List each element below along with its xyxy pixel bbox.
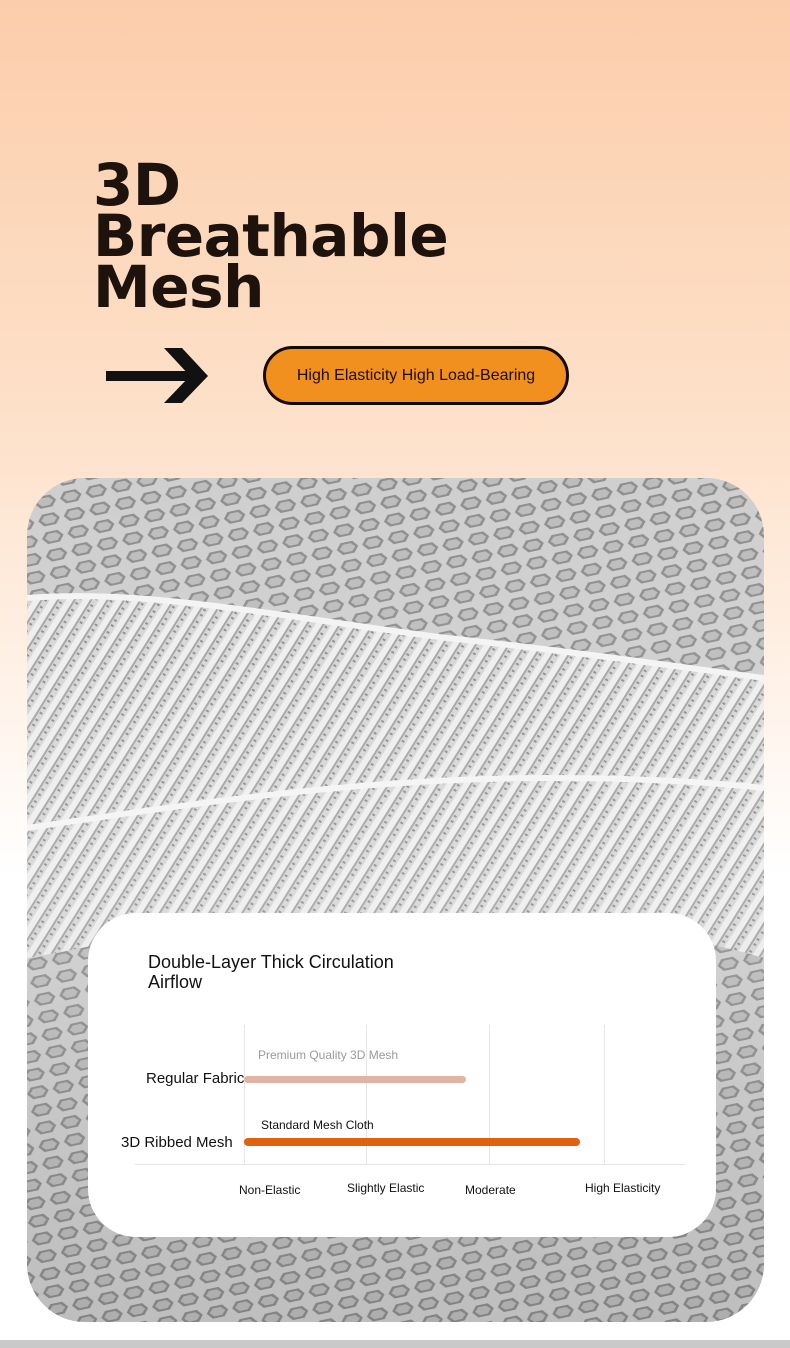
chart-baseline: [135, 1164, 685, 1165]
bar-label-standard-mesh: Standard Mesh Cloth: [261, 1118, 374, 1132]
row-label-regular-fabric: Regular Fabric: [146, 1070, 245, 1087]
row-label-3d-ribbed-mesh: 3D Ribbed Mesh: [121, 1134, 233, 1151]
gridline-4: [604, 1025, 605, 1165]
card-title: Double-Layer Thick Circulation Airflow: [148, 952, 394, 992]
x-tick-non-elastic: Non-Elastic: [239, 1183, 301, 1197]
x-tick-slightly-elastic: Slightly Elastic: [347, 1181, 425, 1195]
bar-3d-ribbed-mesh: [244, 1138, 580, 1146]
x-tick-moderate: Moderate: [465, 1183, 516, 1197]
feature-badge: [263, 346, 569, 405]
bar-regular-fabric: [244, 1076, 466, 1083]
page-title: [93, 151, 513, 321]
x-tick-high-elasticity: High Elasticity: [585, 1181, 661, 1195]
bottom-divider: [0, 1340, 790, 1348]
bar-label-premium-mesh: Premium Quality 3D Mesh: [258, 1048, 399, 1062]
feature-badge-label: High Elasticity High Load-Bearing: [296, 366, 536, 384]
title-line-1: 3D Breathable: [93, 151, 449, 270]
title-line-2: Mesh: [93, 253, 264, 321]
right-arrow-icon: [104, 345, 210, 405]
